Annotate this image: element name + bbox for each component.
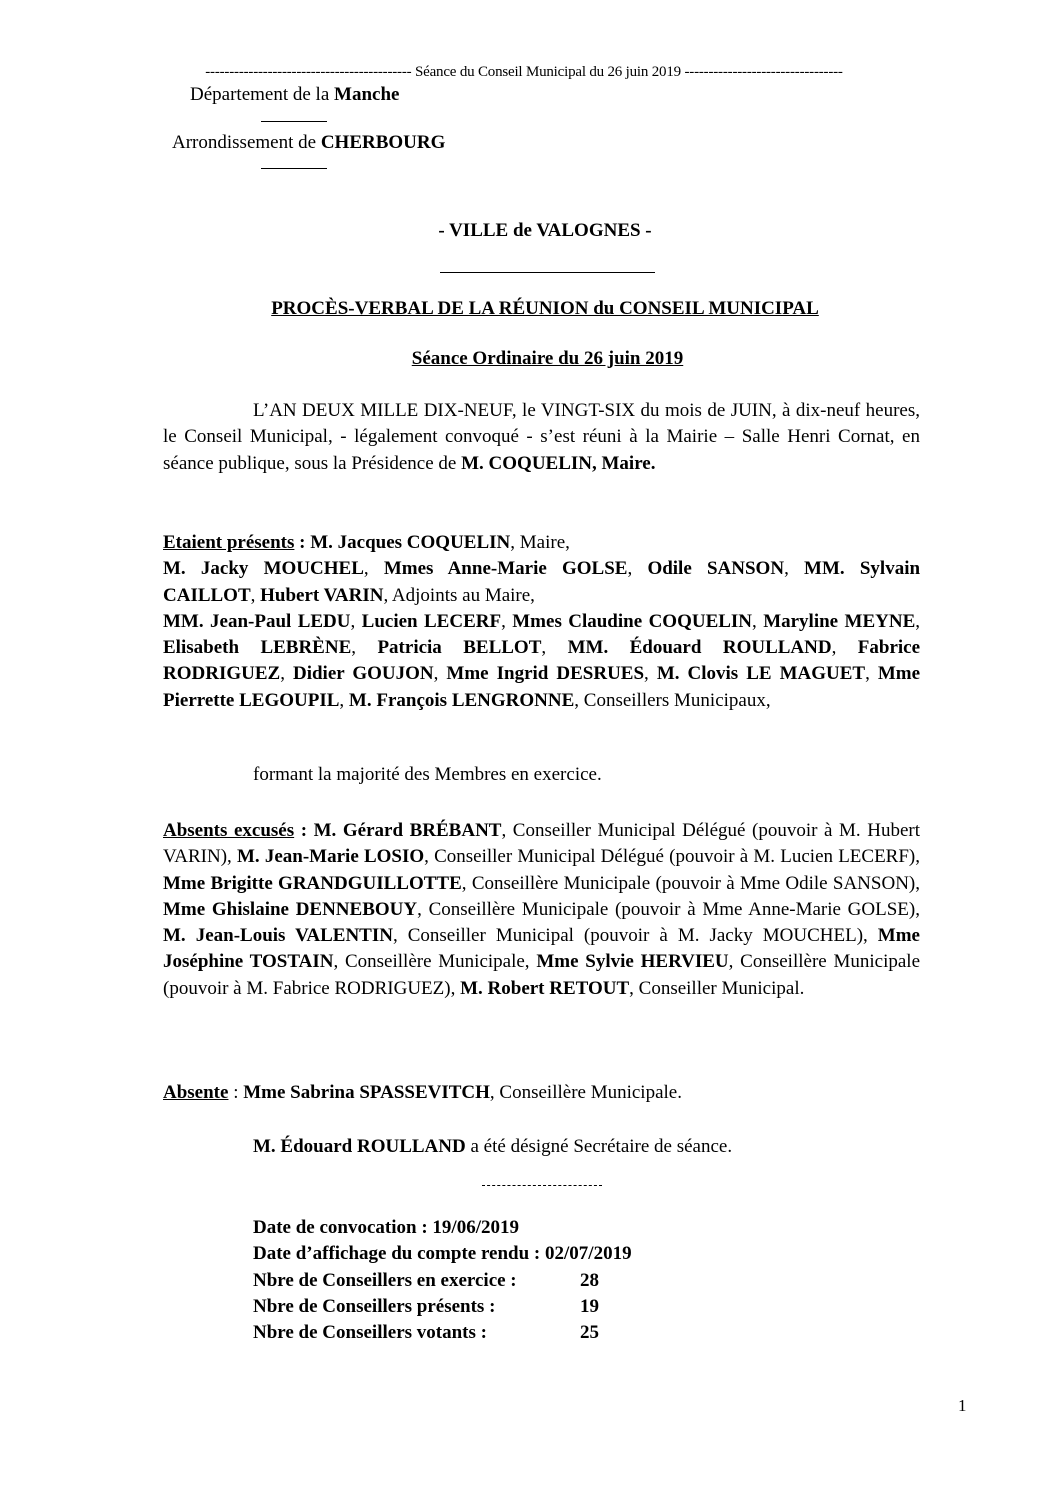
excused-name: Mme Brigitte GRANDGUILLOTTE [163,872,462,894]
conseiller-sep: , [865,663,878,685]
adjoint-name: M. Jacky MOUCHEL [163,558,364,580]
conseiller-sep: , [501,610,513,632]
conseiller-sep: , [831,637,858,659]
excused-label: Absents excusés [163,820,295,841]
opening-paragraph [163,398,920,477]
excused-role: , Conseillère Municipale (pouvoir à Mme Odile SANSON), [461,872,920,894]
stat-label-presents: Nbre de Conseillers présents : [253,1296,496,1317]
secretary-line [253,1136,732,1158]
page-number: 1 [958,1396,967,1415]
adjoints-list [163,558,920,605]
conseiller-sep: , [541,637,568,659]
present-members-paragraph: Etaient présents : M. Jacques COQUELIN, Maire, M. Jacky MOUCHEL, Mmes Anne-Marie GOLSE, Odile SANSON, MM. Sylvain CAILLOT, Hubert VARIN, Adjoints au Maire, MM. Jean-Paul LEDU, Lucien LECERF, Mmes Claudine COQUELIN, Maryline MEYNE, Elisabeth LEBRÈNE, Patricia BELLOT, MM. Édouard ROULLAND, Fabrice RODRIGUEZ, Didier GOUJON, Mme Ingrid DESRUES, M. Clovis LE MAGUET, Mme Pierrette LEGOUPIL, M. François LENGRONNE, Conseillers Municipaux, [163,532,921,711]
conseiller-name: MM. Édouard ROULLAND [567,637,832,659]
opening-text: L’AN DEUX MILLE DIX-NEUF, le VINGT-SIX du mois de JUIN, à dix-neuf heures, le Conseil Municipal, - légalement convoqué - s’est réuni à la Mairie – Salle Henri Cornat, en séance publique, sous la Présidence de [163,400,920,474]
excused-name: M. Jean-Marie LOSIO [236,846,425,868]
conseiller-sep: , [280,663,293,685]
majority-line: formant la majorité des Membres en exercice. [253,764,602,785]
stat-value-votants: 25 [580,1322,599,1343]
excused-role: , Conseiller Municipal. [629,977,805,999]
conseiller-name: Mmes Claudine COQUELIN [512,610,753,632]
adjoint-sep: , [250,584,261,606]
conseiller-sep: , [351,637,378,659]
conseiller-name: Elisabeth LEBRÈNE [163,637,352,659]
excused-paragraph: Absents excusés : M. Gérard BRÉBANT, Conseiller Municipal Délégué (pouvoir à M. Hubert VARIN), M. Jean-Marie LOSIO, Conseiller Municipal Délégué (pouvoir à M. Lucien LECERF), Mme Brigitte GRANDGUILLOTTE, Conseillère Municipale (pouvoir à Mme Odile SANSON), Mme Ghislaine DENNEBOUY, Conseillère Municipale (pouvoir à Mme Anne-Marie GOLSE), M. Jean-Louis VALENTIN, Conseiller Municipal (pouvoir à M. Jacky MOUCHEL), Mme Joséphine TOSTAIN, Conseillère Municipale, Mme Sylvie HERVIEU, Conseillère Municipale (pouvoir à M. Fabrice RODRIGUEZ), M. Robert RETOUT, Conseiller Municipal. [163,820,921,999]
secretary-text: a été désigné Secrétaire de séance. [465,1136,733,1157]
absent-line: Absente : Mme Sabrina SPASSEVITCH, Conseillère Municipale. [163,1082,682,1103]
conseiller-name: Lucien LECERF [361,610,502,632]
adjoint-sep: , [784,558,805,580]
conseiller-sep: , [644,663,657,685]
stat-label-exercice: Nbre de Conseillers en exercice : [253,1270,517,1291]
document-title: PROCÈS-VERBAL DE LA RÉUNION du CONSEIL MUNICIPAL [271,298,819,319]
excused-role: , Conseiller Municipal (pouvoir à M. Jacky MOUCHEL), [392,925,878,947]
excused-name: Mme Sylvie HERVIEU [536,951,729,973]
excused-role: , Conseillère Municipale (pouvoir à M. Fabrice RODRIGUEZ), [163,951,921,999]
conseiller-name: Didier GOUJON [292,663,434,685]
excused-name: Mme Ghislaine DENNEBOUY [163,898,418,920]
adjoint-name: MM. Sylvain CAILLOT [163,558,921,606]
excused-role: , Conseillère Municipale (pouvoir à Mme Anne-Marie GOLSE), [417,898,920,920]
town-title-rule [440,272,655,273]
stat-value-presents: 19 [580,1296,599,1317]
adjoint-sep: , [627,558,648,580]
department-line [190,84,399,106]
separator-dashes [482,1185,602,1186]
stat-convocation: Date de convocation : 19/06/2019 [253,1217,519,1238]
conseiller-sep: , [339,689,349,711]
mayor-role: , Maire, [510,532,570,553]
department-rule [261,121,327,122]
conseiller-name: M. François LENGRONNE [348,689,575,711]
excused-name: M. Robert RETOUT [460,977,630,999]
session-title: Séance Ordinaire du 26 juin 2019 [411,348,684,369]
adjoint-name: Odile SANSON [647,558,785,580]
conseiller-name: Patricia BELLOT [377,637,542,659]
running-header: ------------------------------------------- Séance du Conseil Municipal du 26 juin 2019 --------------------------------- [205,64,843,80]
secretary-name: M. Édouard ROULLAND [253,1136,466,1157]
conseiller-sep: , [915,610,920,632]
president-name: M. COQUELIN, Maire. [461,452,656,474]
excused-name: M. Gérard BRÉBANT [313,820,502,841]
absent-role: , Conseillère Municipale. [489,1082,682,1103]
town-title: - VILLE de VALOGNES - [438,220,652,241]
stat-affichage: Date d’affichage du compte rendu : 02/07/2019 [253,1243,632,1264]
conseiller-sep: , [433,663,447,685]
conseiller-sep: , Conseillers Municipaux, [574,689,771,711]
conseiller-name: Maryline MEYNE [763,610,916,632]
department-prefix: Département de la [190,84,335,105]
conseiller-name: Mme Ingrid DESRUES [446,663,645,685]
arrondissement-rule [261,168,327,169]
absent-name: Mme Sabrina SPASSEVITCH [243,1082,490,1103]
adjoint-name: Hubert VARIN [260,584,384,606]
excused-role: , Conseiller Municipal Délégué (pouvoir à M. Lucien LECERF), [424,846,921,868]
absent-label: Absente [163,1082,229,1103]
conseiller-name: Mme Pierrette LEGOUPIL [163,663,921,711]
conseiller-name: MM. Jean-Paul LEDU [163,610,351,632]
arrondissement-line [172,132,445,154]
excused-name: Mme Joséphine TOSTAIN [163,925,920,973]
conseillers-list [163,611,920,711]
conseiller-sep: , [350,610,362,632]
adjoint-sep: , [363,558,384,580]
stat-label-votants: Nbre de Conseillers votants : [253,1322,487,1343]
stat-value-exercice: 28 [580,1270,599,1291]
department-name: Manche [334,84,400,105]
excused-name: M. Jean-Louis VALENTIN [163,925,393,947]
conseiller-name: M. Clovis LE MAGUET [656,663,866,685]
adjoint-sep: , Adjoints au Maire, [383,584,535,606]
conseiller-sep: , [752,610,764,632]
present-label: Etaient présents [163,532,295,553]
mayor-name: M. Jacques COQUELIN [310,532,511,553]
excused-role: , Conseillère Municipale, [333,951,537,973]
excused-role: , Conseiller Municipal Délégué (pouvoir à M. Hubert VARIN), [163,820,921,868]
arrondissement-name: CHERBOURG [320,132,446,153]
adjoint-name: Mmes Anne-Marie GOLSE [383,558,628,580]
conseiller-name: Fabrice RODRIGUEZ [163,637,921,685]
arrondissement-prefix: Arrondissement de [172,132,321,153]
